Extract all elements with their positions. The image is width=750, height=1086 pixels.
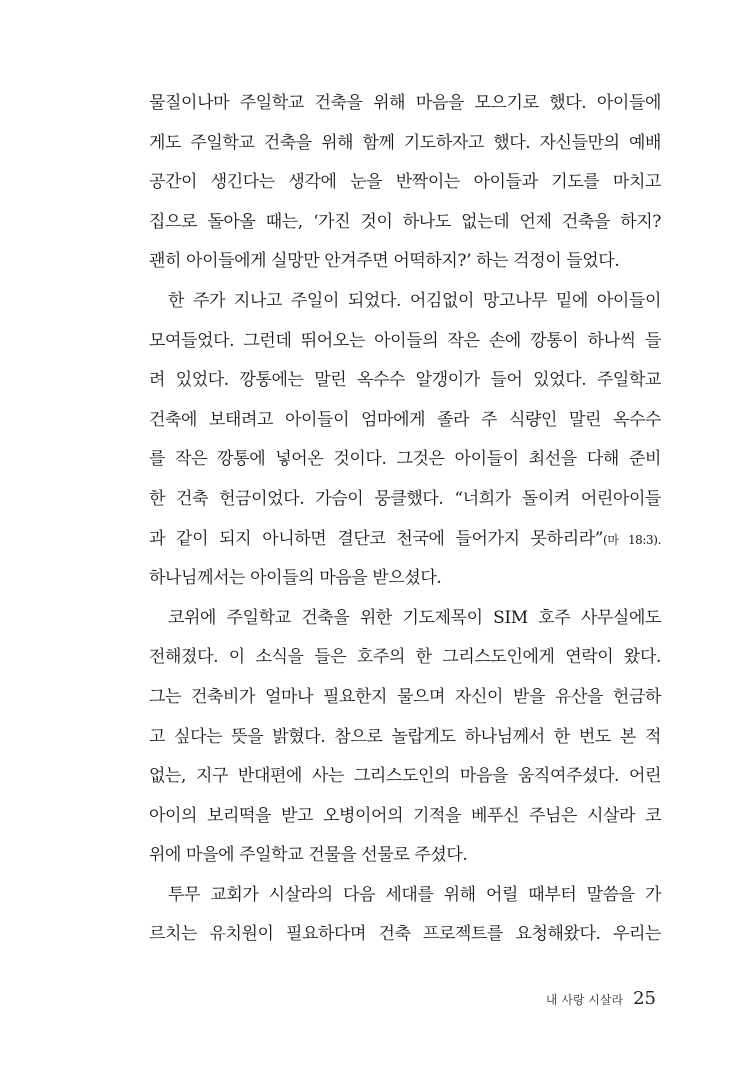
text-line: 전해졌다. 이 소식을 들은 호주의 한 그리스도인에게 연락이 왔다. (149, 647, 661, 668)
text-line: 물질이나마 주일학교 건축을 위해 마음을 모으기로 했다. 아이들에 (149, 93, 661, 113)
text-line: 투무 교회가 시살라의 다음 세대를 위해 어릴 때부터 말씀을 가 (168, 884, 661, 905)
bible-citation: (마 18:3). (603, 532, 661, 547)
text-line: 르치는 유치원이 필요하다며 건축 프로젝트를 요청해왔다. 우리는 (149, 924, 661, 945)
running-title: 내 사랑 시살라 (545, 993, 624, 1007)
text-line: 집으로 돌아올 때는, ‘가진 것이 하나도 없는데 언제 건축을 하지? (149, 211, 661, 232)
text-line: 괜히 아이들에게 실망만 안겨주면 어떡하지?’ 하는 걱정이 들었다. (149, 251, 620, 272)
text-line: 코위에 주일학교 건축을 위한 기도제목이 SIM 호주 사무실에도 (168, 607, 661, 628)
text-line: 아이의 보리떡을 받고 오병이어의 기적을 베푸신 주님은 시살라 코 (149, 805, 661, 826)
text-line: 하나님께서는 아이들의 마음을 받으셨다. (149, 568, 442, 589)
text-line: 를 작은 깡통에 넣어온 것이다. 그것은 아이들이 최선을 다해 준비 (149, 449, 661, 470)
text-line: 한 주가 지나고 주일이 되었다. 어김없이 망고나무 밑에 아이들이 (168, 290, 661, 311)
text-line-with-citation (149, 520, 661, 560)
text-line: 고 싶다는 뜻을 밝혔다. 참으로 놀랍게도 하나님께서 한 번도 본 적 (149, 726, 661, 747)
text-line: 한 건축 헌금이었다. 가슴이 뭉클했다. “너희가 돌이켜 어린아이들 (149, 488, 661, 509)
text-line: 공간이 생긴다는 생각에 눈을 반짝이는 아이들과 기도를 마치고 (149, 172, 661, 193)
text-line: 모여들었다. 그런데 뛰어오는 아이들의 작은 손에 깡통이 하나씩 들 (149, 330, 661, 351)
page-number: 25 (633, 988, 656, 1009)
quote-text: 과 같이 되지 아니하면 결단코 천국에 들어가지 못하리라” (149, 528, 604, 549)
body-text (149, 84, 661, 955)
text-line: 건축에 보태려고 아이들이 엄마에게 졸라 주 식량인 말린 옥수수 (149, 409, 661, 430)
text-line: 려 있었다. 깡통에는 말린 옥수수 알갱이가 들어 있었다. 주일학교 (149, 370, 661, 391)
text-line: 그는 건축비가 얼마나 필요한지 물으며 자신이 받을 유산을 헌금하 (149, 686, 661, 707)
page-footer (546, 988, 656, 1009)
text-line: 없는, 지구 반대편에 사는 그리스도인의 마음을 움직여주셨다. 어린 (149, 766, 661, 787)
text-line: 위에 마을에 주일학교 건물을 선물로 주셨다. (149, 845, 468, 866)
text-line: 게도 주일학교 건축을 위해 함께 기도하자고 했다. 자신들만의 예배 (149, 132, 661, 153)
